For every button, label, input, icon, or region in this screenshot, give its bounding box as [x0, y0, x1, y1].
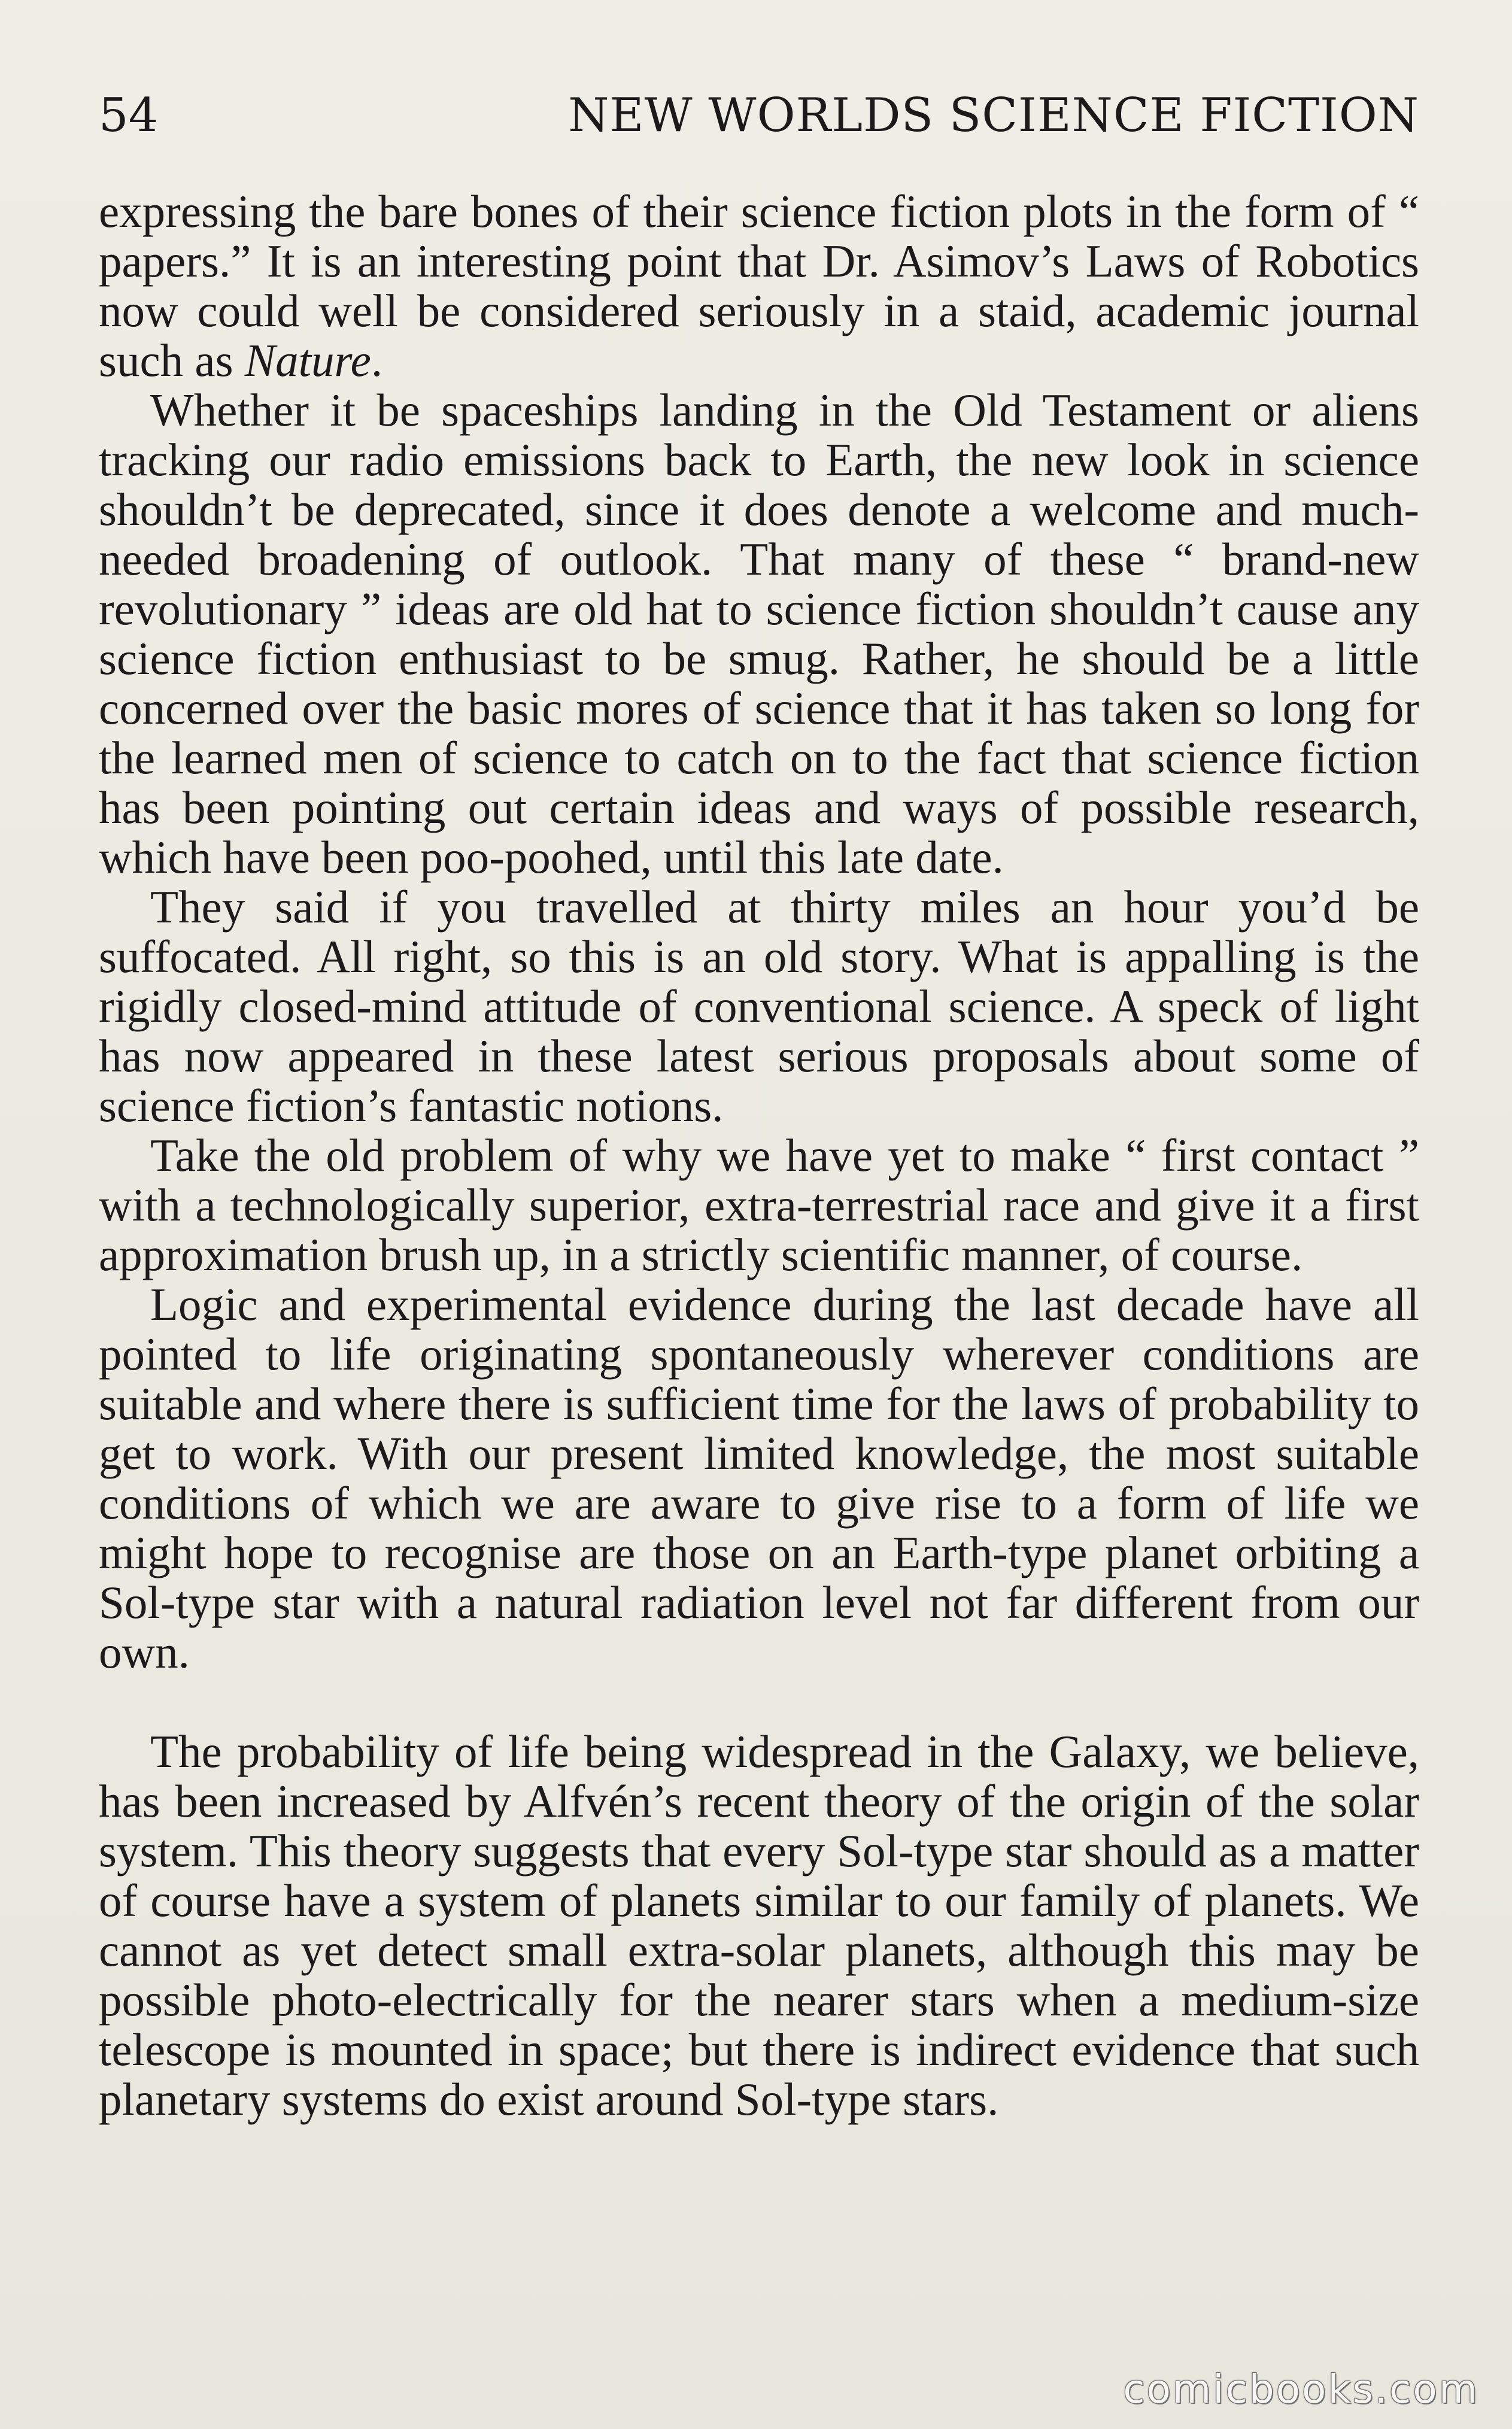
page-header [99, 89, 1419, 148]
watermark-logo: comicbooks.com [1123, 2366, 1479, 2412]
paragraph-3: They said if you travelled at thirty miles an hour you’d be suffocated. All right, so this is an old story. What is appalling is the rigidly closed-mind attitude of conventional science. A speck of light has now appeared in these latest serious proposals about some of science fiction’s fantastic notions. [99, 881, 1419, 1131]
paragraph-5: Logic and experimental evidence during the last decade have all pointed to life originating spontaneously wherever conditions are suitable and where there is sufficient time for the laws of probability to get to work. With our present limited knowledge, the most suitable conditions of which we are aware to give rise to a form of life we might hope to recognise are those on an Earth-type planet orbiting a Sol-type star with a natural radiation level not far different from our own. [99, 1279, 1419, 1678]
article-body [99, 187, 1419, 2124]
page-number: 54 [99, 89, 159, 142]
paragraph-1-text: expressing the bare bones of their science fiction plots in the form of “ papers.” It is an interesting point that Dr. Asimov’s Laws of Robotics now could well be considered seriously in a staid, academic journal such as [99, 186, 1419, 386]
paragraph-4: Take the old problem of why we have yet to make “ first contact ” with a technologically superior, extra-terrestrial race and give it a first approximation brush up, in a strictly scientific manner, of course. [99, 1130, 1419, 1280]
paragraph-1-end: . [371, 335, 383, 386]
paragraph-2: Whether it be spaceships landing in the Old Testament or aliens tracking our radio emissions back to Earth, the new look in science shouldn’t be deprecated, since it does denote a welcome and much-needed broadening of outlook. That many of these “ brand-new revolutionary ” ideas are old hat to science fiction shouldn’t cause any science fiction enthusiast to be smug. Rather, he should be a little concerned over the basic mores of science that it has taken so long for the learned men of science to catch on to the fact that science fiction has been pointing out certain ideas and ways of possible research, which have been poo-poohed, until this late date. [99, 384, 1419, 883]
running-title: NEW WORLDS SCIENCE FICTION [568, 89, 1419, 142]
paragraph-1 [99, 187, 1419, 385]
paragraph-6: The probability of life being widespread in the Galaxy, we believe, has been increased by Alfvén’s recent theory of the origin of the solar system. This theory suggests that every Sol-type star should as a matter of course have a system of planets similar to our family of planets. We cannot as yet detect small extra-solar planets, although this may be possible photo-electrically for the nearer stars when a medium-size telescope is mounted in space; but there is indirect evidence that such planetary systems do exist around Sol-type stars. [99, 1726, 1419, 2125]
journal-title-italic: Nature [244, 335, 371, 386]
